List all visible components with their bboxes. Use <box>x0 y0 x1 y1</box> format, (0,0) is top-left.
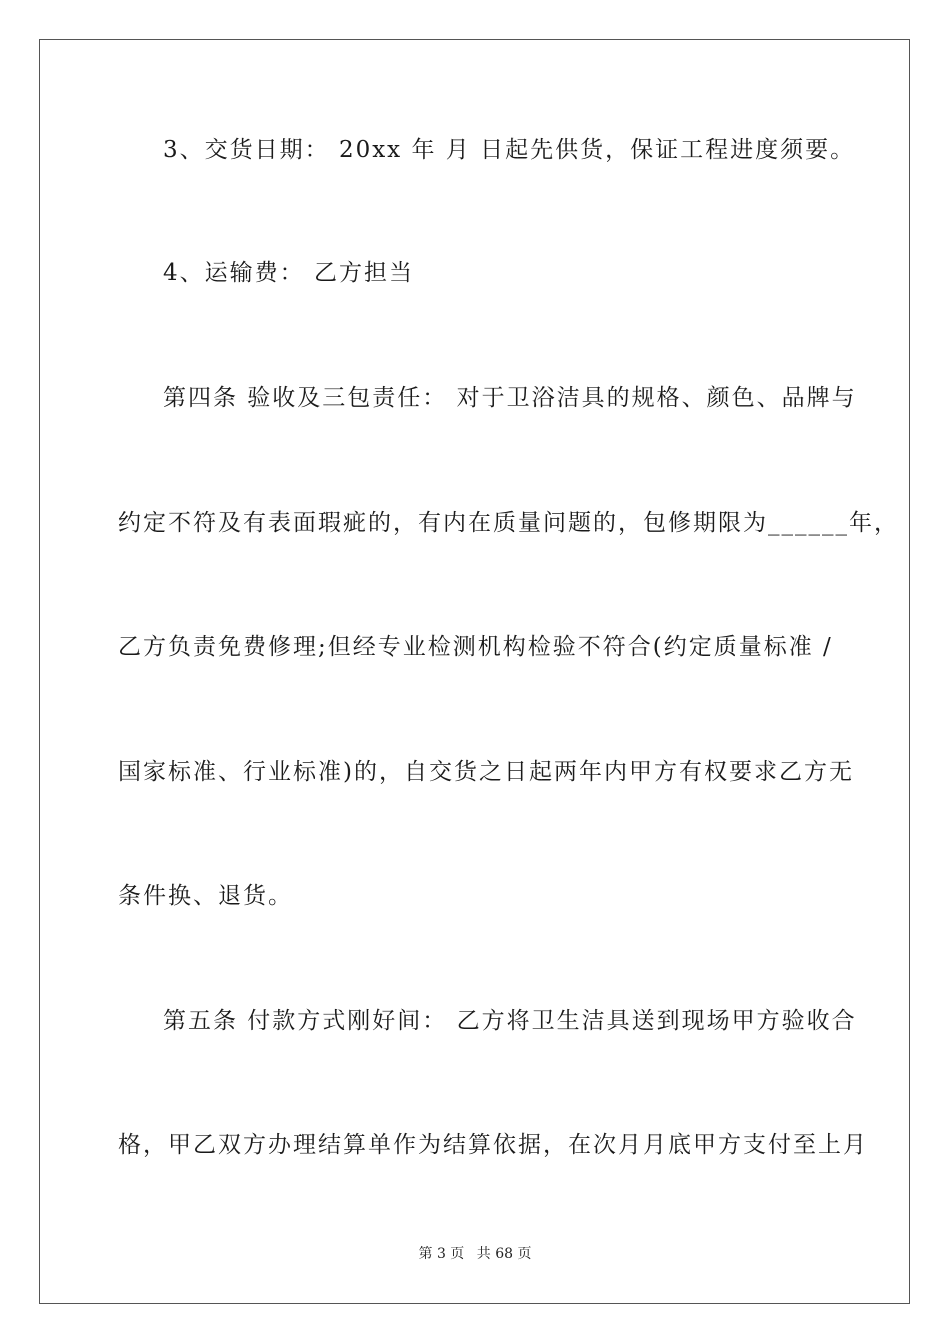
text-line-article-five-heading: 第五条 付款方式刚好间： 乙方将卫生洁具送到现场甲方验收合 <box>163 1008 857 1034</box>
text-line-delivery-date: 3、交货日期： 20xx 年 月 日起先供货，保证工程进度须要。 <box>163 137 856 163</box>
text-line-article-four-heading: 第四条 验收及三包责任： 对于卫浴洁具的规格、颜色、品牌与 <box>163 385 857 411</box>
text-line-article-four-body-1: 约定不符及有表面瑕疵的，有内在质量问题的，包修期限为______年， <box>118 510 899 536</box>
page-number: 第 3 页 <box>418 1246 465 1262</box>
page-total: 共 68 页 <box>476 1246 532 1262</box>
page-border <box>39 39 910 1304</box>
text-line-transport-fee: 4、运输费： 乙方担当 <box>163 260 414 286</box>
text-line-article-four-body-3: 国家标准、行业标准)的，自交货之日起两年内甲方有权要求乙方无 <box>118 759 854 785</box>
text-line-article-five-body-1: 格，甲乙双方办理结算单作为结算依据，在次月月底甲方支付至上月 <box>118 1132 868 1158</box>
page-footer <box>0 1244 950 1264</box>
text-line-article-four-body-4: 条件换、退货。 <box>118 883 293 909</box>
text-line-article-four-body-2: 乙方负责免费修理;但经专业检测机构检验不符合(约定质量标准 / <box>118 634 833 660</box>
